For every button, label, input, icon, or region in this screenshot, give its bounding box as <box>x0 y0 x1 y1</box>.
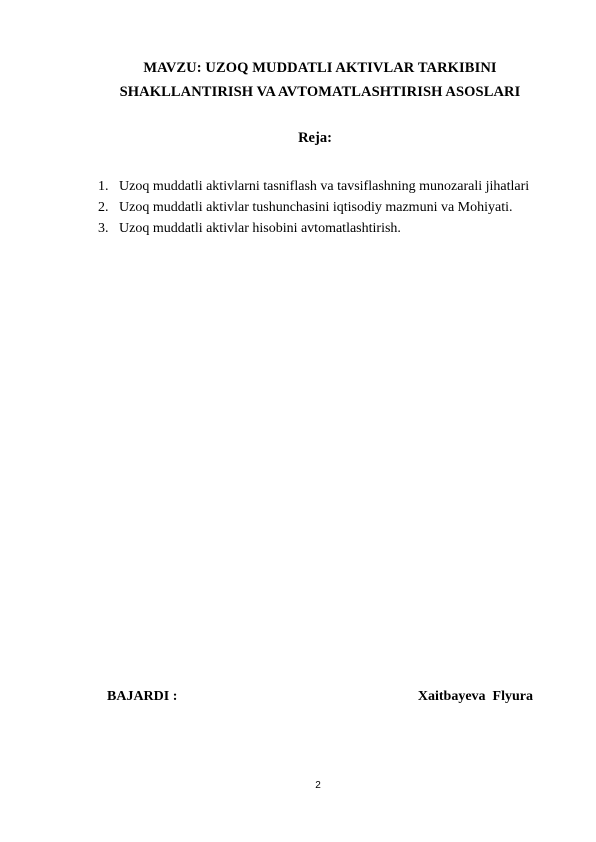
signature-name: Xaitbayeva Flyura <box>417 689 533 704</box>
document-title-line-2: SHAKLLANTIRISH VA AVTOMATLASHTIRISH ASOSLARI <box>119 84 521 100</box>
plan-list <box>98 177 529 240</box>
page-number: 2 <box>315 780 321 791</box>
plan-item-1 <box>98 177 529 196</box>
document-title-line-1: MAVZU: UZOQ MUDDATLI AKTIVLAR TARKIBINI <box>143 60 497 76</box>
plan-heading: Reja: <box>298 130 332 146</box>
plan-item-number: 3. <box>98 221 109 236</box>
plan-item-2 <box>98 198 529 217</box>
plan-item-number: 2. <box>98 200 109 215</box>
plan-item-text: Uzoq muddatli aktivlar hisobini avtomatlashtirish. <box>119 221 401 236</box>
plan-item-3 <box>98 219 529 238</box>
plan-item-number: 1. <box>98 179 109 194</box>
plan-item-text: Uzoq muddatli aktivlarni tasniflash va tavsiflashning munozarali jihatlari <box>119 179 530 194</box>
signature-label: BAJARDI : <box>107 689 178 704</box>
plan-item-text: Uzoq muddatli aktivlar tushunchasini iqtisodiy mazmuni va Mohiyati. <box>119 200 513 215</box>
